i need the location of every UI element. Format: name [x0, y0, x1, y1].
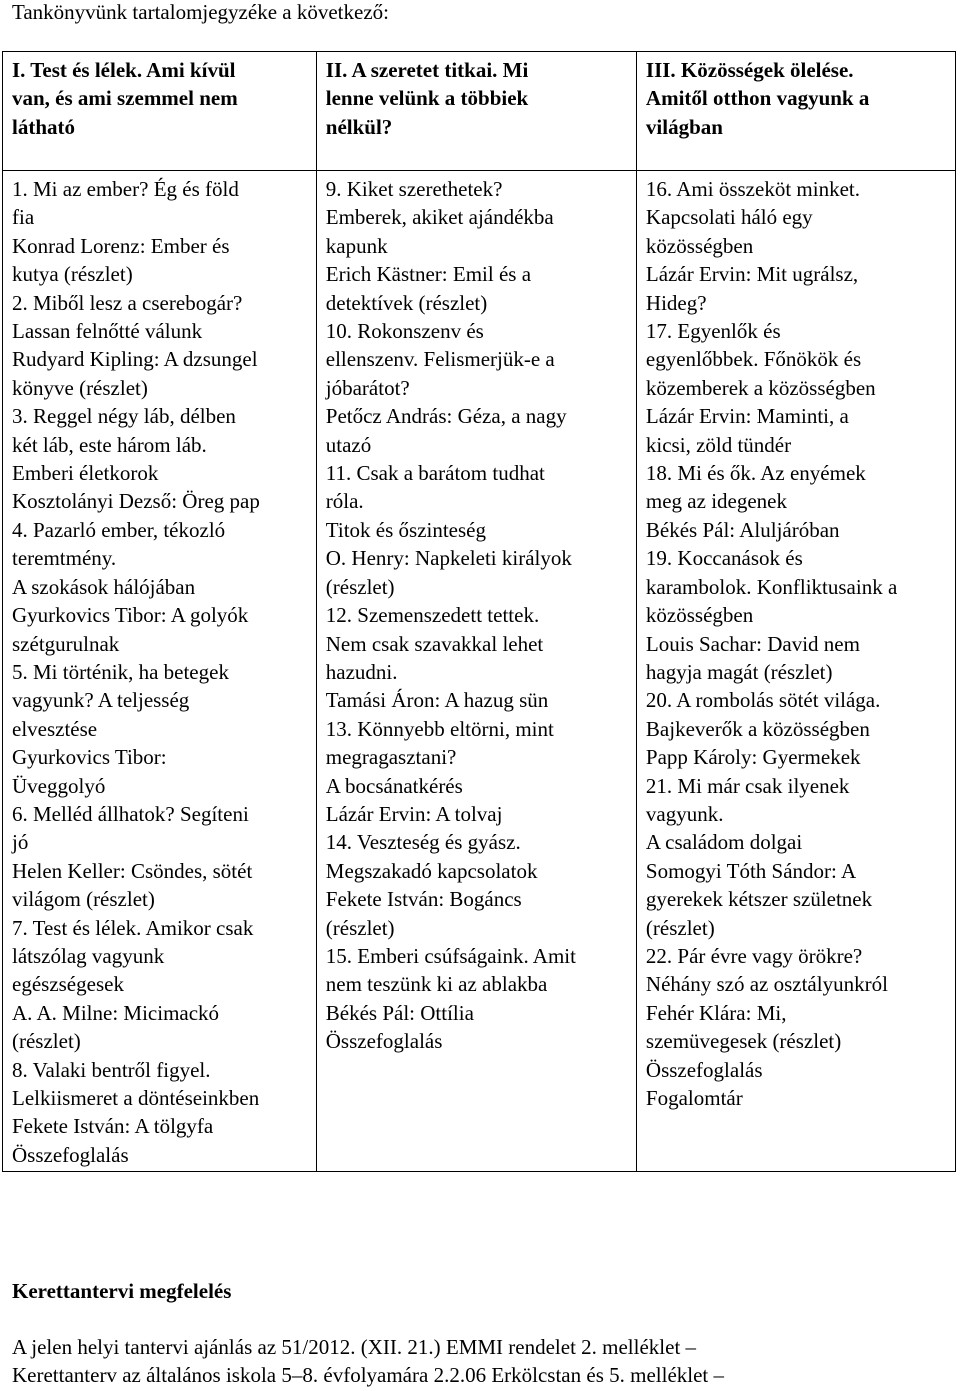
toc-entry-line: 1. Mi az ember? Ég és föld	[12, 177, 239, 201]
toc-entry-line: Kosztolányi Dezső: Öreg pap	[12, 489, 260, 514]
toc-entry-line: 2. Miből lesz a cserebogár?	[12, 290, 243, 315]
toc-entry-line: Petőcz András: Géza, a nagy	[325, 404, 567, 429]
toc-entry-line: meg az idegenek	[645, 489, 787, 514]
toc-entry-line: Fogalomtár	[645, 1086, 743, 1110]
toc-entry-line: (részlet)	[325, 574, 395, 599]
toc-entry-line: 14. Veszteség és gyász.	[325, 830, 521, 855]
toc-entry-line: Békés Pál: Ottília	[325, 1000, 474, 1025]
toc-entry-line: 12. Szemenszedett tettek.	[325, 603, 540, 628]
toc-entry-line: Lázár Ervin: A tolvaj	[325, 801, 503, 826]
toc-entry-line: 8. Valaki bentről figyel.	[12, 1057, 211, 1082]
toc-heading-cell-2	[316, 52, 636, 171]
toc-entry-line: Összefoglalás	[645, 1057, 763, 1082]
toc-entry-line: 3. Reggel négy láb, délben	[12, 404, 236, 429]
toc-entry-line: 15. Emberi csúfságaink. Amit	[325, 943, 576, 968]
toc-entry-line: Fehér Klára: Mi,	[645, 1000, 787, 1025]
toc-entry-line: Lázár Ervin: Maminti, a	[645, 404, 849, 429]
toc-entry-line: Konrad Lorenz: Ember és	[12, 233, 230, 258]
toc-entry-line: világom (részlet)	[12, 887, 155, 912]
toc-entry-line: Nem csak szavakkal lehet	[325, 631, 544, 656]
section-title: Kerettantervi megfelelés	[12, 1279, 232, 1303]
toc-entry-line: jóbarátot?	[325, 375, 410, 400]
toc-entry-line: 18. Mi és ők. Az enyémek	[645, 461, 866, 486]
toc-entry-line: 9. Kiket szerethetek?	[325, 177, 503, 201]
toc-entry-line: Lelkiismeret a döntéseinkben	[12, 1086, 260, 1110]
toc-content-cell-2	[316, 171, 636, 1172]
toc-entry-line: A családom dolgai	[645, 830, 803, 855]
toc-entry-line: fia	[12, 205, 35, 230]
section-heading-line: II. A szeretet titkai. Mi	[325, 58, 529, 82]
toc-entry-line: Erich Kästner: Emil és a	[325, 262, 532, 287]
toc-entry-line: közösségben	[645, 603, 754, 628]
footer-line-1: A jelen helyi tantervi ajánlás az 51/2012. (XII. 21.) EMMI rendelet 2. melléklet –	[12, 1335, 697, 1359]
table-of-contents	[2, 51, 956, 1172]
toc-entry-line: megragasztani?	[325, 745, 457, 770]
toc-entry-line: közösségben	[645, 233, 754, 258]
toc-entry-line: kapunk	[325, 233, 388, 258]
toc-entry-line: 13. Könnyebb eltörni, mint	[325, 716, 554, 741]
toc-entry-line: utazó	[325, 432, 372, 457]
toc-entry-line: Összefoglalás	[325, 1029, 443, 1054]
section-heading-line: világban	[645, 114, 723, 139]
toc-entry-line: vagyunk.	[645, 801, 724, 826]
toc-entry-line: Gyurkovics Tibor: A golyók	[12, 603, 249, 628]
toc-entry-line: Üveggolyó	[12, 773, 106, 798]
toc-entry-line: Békés Pál: Aluljáróban	[645, 517, 840, 542]
toc-entry-line: Emberi életkorok	[12, 461, 159, 486]
toc-entry-line: Titok és őszinteség	[325, 517, 486, 542]
toc-entry-line: Lassan felnőtté válunk	[12, 319, 203, 344]
toc-entry-line: Tamási Áron: A hazug sün	[325, 688, 549, 713]
toc-entry-line: 22. Pár évre vagy örökre?	[645, 943, 863, 968]
toc-entry-line: egészségesek	[12, 972, 124, 997]
toc-entry-line: (részlet)	[325, 915, 395, 940]
footer-line-2: Kerettanterv az általános iskola 5–8. évfolyamára 2.2.06 Erkölcstan és 5. melléklet –	[12, 1363, 725, 1387]
toc-entry-line: 20. A rombolás sötét világa.	[645, 688, 881, 713]
toc-content-row	[3, 171, 956, 1172]
toc-entry-line: A. A. Milne: Micimackó	[12, 1000, 220, 1025]
toc-entry-line: jó	[12, 830, 29, 855]
toc-entry-line: 10. Rokonszenv és	[325, 319, 484, 344]
toc-entry-line: A szokások hálójában	[12, 574, 196, 599]
section-heading-line: III. Közösségek ölelése.	[645, 58, 854, 82]
toc-entry-line: hazudni.	[325, 659, 398, 684]
toc-heading-cell-3	[636, 52, 955, 171]
toc-entry-line: 16. Ami összeköt minket.	[645, 177, 860, 201]
toc-entry-line: (részlet)	[645, 915, 715, 940]
toc-content-cell-1	[3, 171, 317, 1172]
toc-entry-line: kicsi, zöld tündér	[645, 432, 792, 457]
toc-entry-line: A bocsánatkérés	[325, 773, 463, 798]
section-heading-line: van, és ami szemmel nem	[12, 86, 238, 111]
toc-entry-line: Somogyi Tóth Sándor: A	[645, 858, 857, 883]
toc-entry-line: 4. Pazarló ember, tékozló	[12, 517, 226, 542]
section-heading-line: lenne velünk a többiek	[325, 86, 529, 111]
toc-entry-line: kutya (részlet)	[12, 262, 133, 287]
toc-entry-line: hagyja magát (részlet)	[645, 659, 833, 684]
toc-entry-line: Összefoglalás	[12, 1142, 129, 1167]
toc-entry-line: Kapcsolati háló egy	[645, 205, 813, 230]
toc-entry-line: egyenlőbbek. Főnökök és	[645, 347, 862, 372]
toc-entry-line: detektívek (részlet)	[325, 290, 488, 315]
toc-entry-line: szemüvegesek (részlet)	[645, 1029, 842, 1054]
toc-entry-line: 11. Csak a barátom tudhat	[325, 461, 545, 486]
toc-entry-line: Hideg?	[645, 290, 707, 315]
toc-entry-line: 6. Melléd állhatok? Segíteni	[12, 801, 249, 826]
toc-entry-line: 21. Mi már csak ilyenek	[645, 773, 850, 798]
intro-text: Tankönyvünk tartalomjegyzéke a következő:	[12, 0, 389, 24]
section-heading-line: nélkül?	[325, 114, 393, 139]
toc-entry-line: Néhány szó az osztályunkról	[645, 972, 888, 997]
toc-entry-line: 19. Koccanások és	[645, 546, 803, 571]
section-heading-line: Amitől otthon vagyunk a	[645, 86, 870, 111]
toc-entry-line: Rudyard Kipling: A dzsungel	[12, 347, 258, 372]
toc-entry-line: nem teszünk ki az ablakba	[325, 972, 548, 997]
toc-entry-line: két láb, este három láb.	[12, 432, 207, 457]
toc-entry-line: teremtmény.	[12, 546, 117, 571]
toc-entry-line: közemberek a közösségben	[645, 375, 876, 400]
toc-entry-line: Fekete István: A tölgyfa	[12, 1114, 214, 1139]
section-heading-line: látható	[12, 114, 75, 139]
toc-entry-line: 17. Egyenlők és	[645, 319, 781, 344]
toc-entry-line: Megszakadó kapcsolatok	[325, 858, 538, 883]
toc-entry-line: (részlet)	[12, 1029, 81, 1054]
toc-entry-line: Louis Sachar: David nem	[645, 631, 860, 656]
toc-entry-line: 5. Mi történik, ha betegek	[12, 659, 229, 684]
toc-entry-line: ellenszenv. Felismerjük-e a	[325, 347, 555, 372]
toc-entry-line: Lázár Ervin: Mit ugrálsz,	[645, 262, 859, 287]
toc-content-cell-3	[636, 171, 955, 1172]
toc-entry-line: gyerekek kétszer születnek	[645, 887, 873, 912]
toc-entry-line: Helen Keller: Csöndes, sötét	[12, 858, 253, 883]
toc-entry-line: 7. Test és lélek. Amikor csak	[12, 915, 254, 940]
toc-entry-line: elvesztése	[12, 716, 98, 741]
toc-entry-line: O. Henry: Napkeleti királyok	[325, 546, 572, 571]
toc-entry-line: könyve (részlet)	[12, 375, 148, 400]
toc-heading-row	[3, 52, 956, 171]
toc-entry-line: Gyurkovics Tibor:	[12, 745, 167, 770]
toc-entry-line: Emberek, akiket ajándékba	[325, 205, 554, 230]
section-heading-line: I. Test és lélek. Ami kívül	[12, 58, 236, 82]
toc-entry-line: karambolok. Konfliktusaink a	[645, 574, 898, 599]
toc-entry-line: róla.	[325, 489, 364, 514]
toc-heading-cell-1	[3, 52, 317, 171]
toc-entry-line: Fekete István: Bogáncs	[325, 887, 522, 912]
toc-entry-line: szétgurulnak	[12, 631, 120, 656]
toc-entry-line: Papp Károly: Gyermekek	[645, 745, 861, 770]
toc-entry-line: vagyunk? A teljesség	[12, 688, 190, 713]
toc-entry-line: Bajkeverők a közösségben	[645, 716, 870, 741]
toc-entry-line: látszólag vagyunk	[12, 943, 165, 968]
